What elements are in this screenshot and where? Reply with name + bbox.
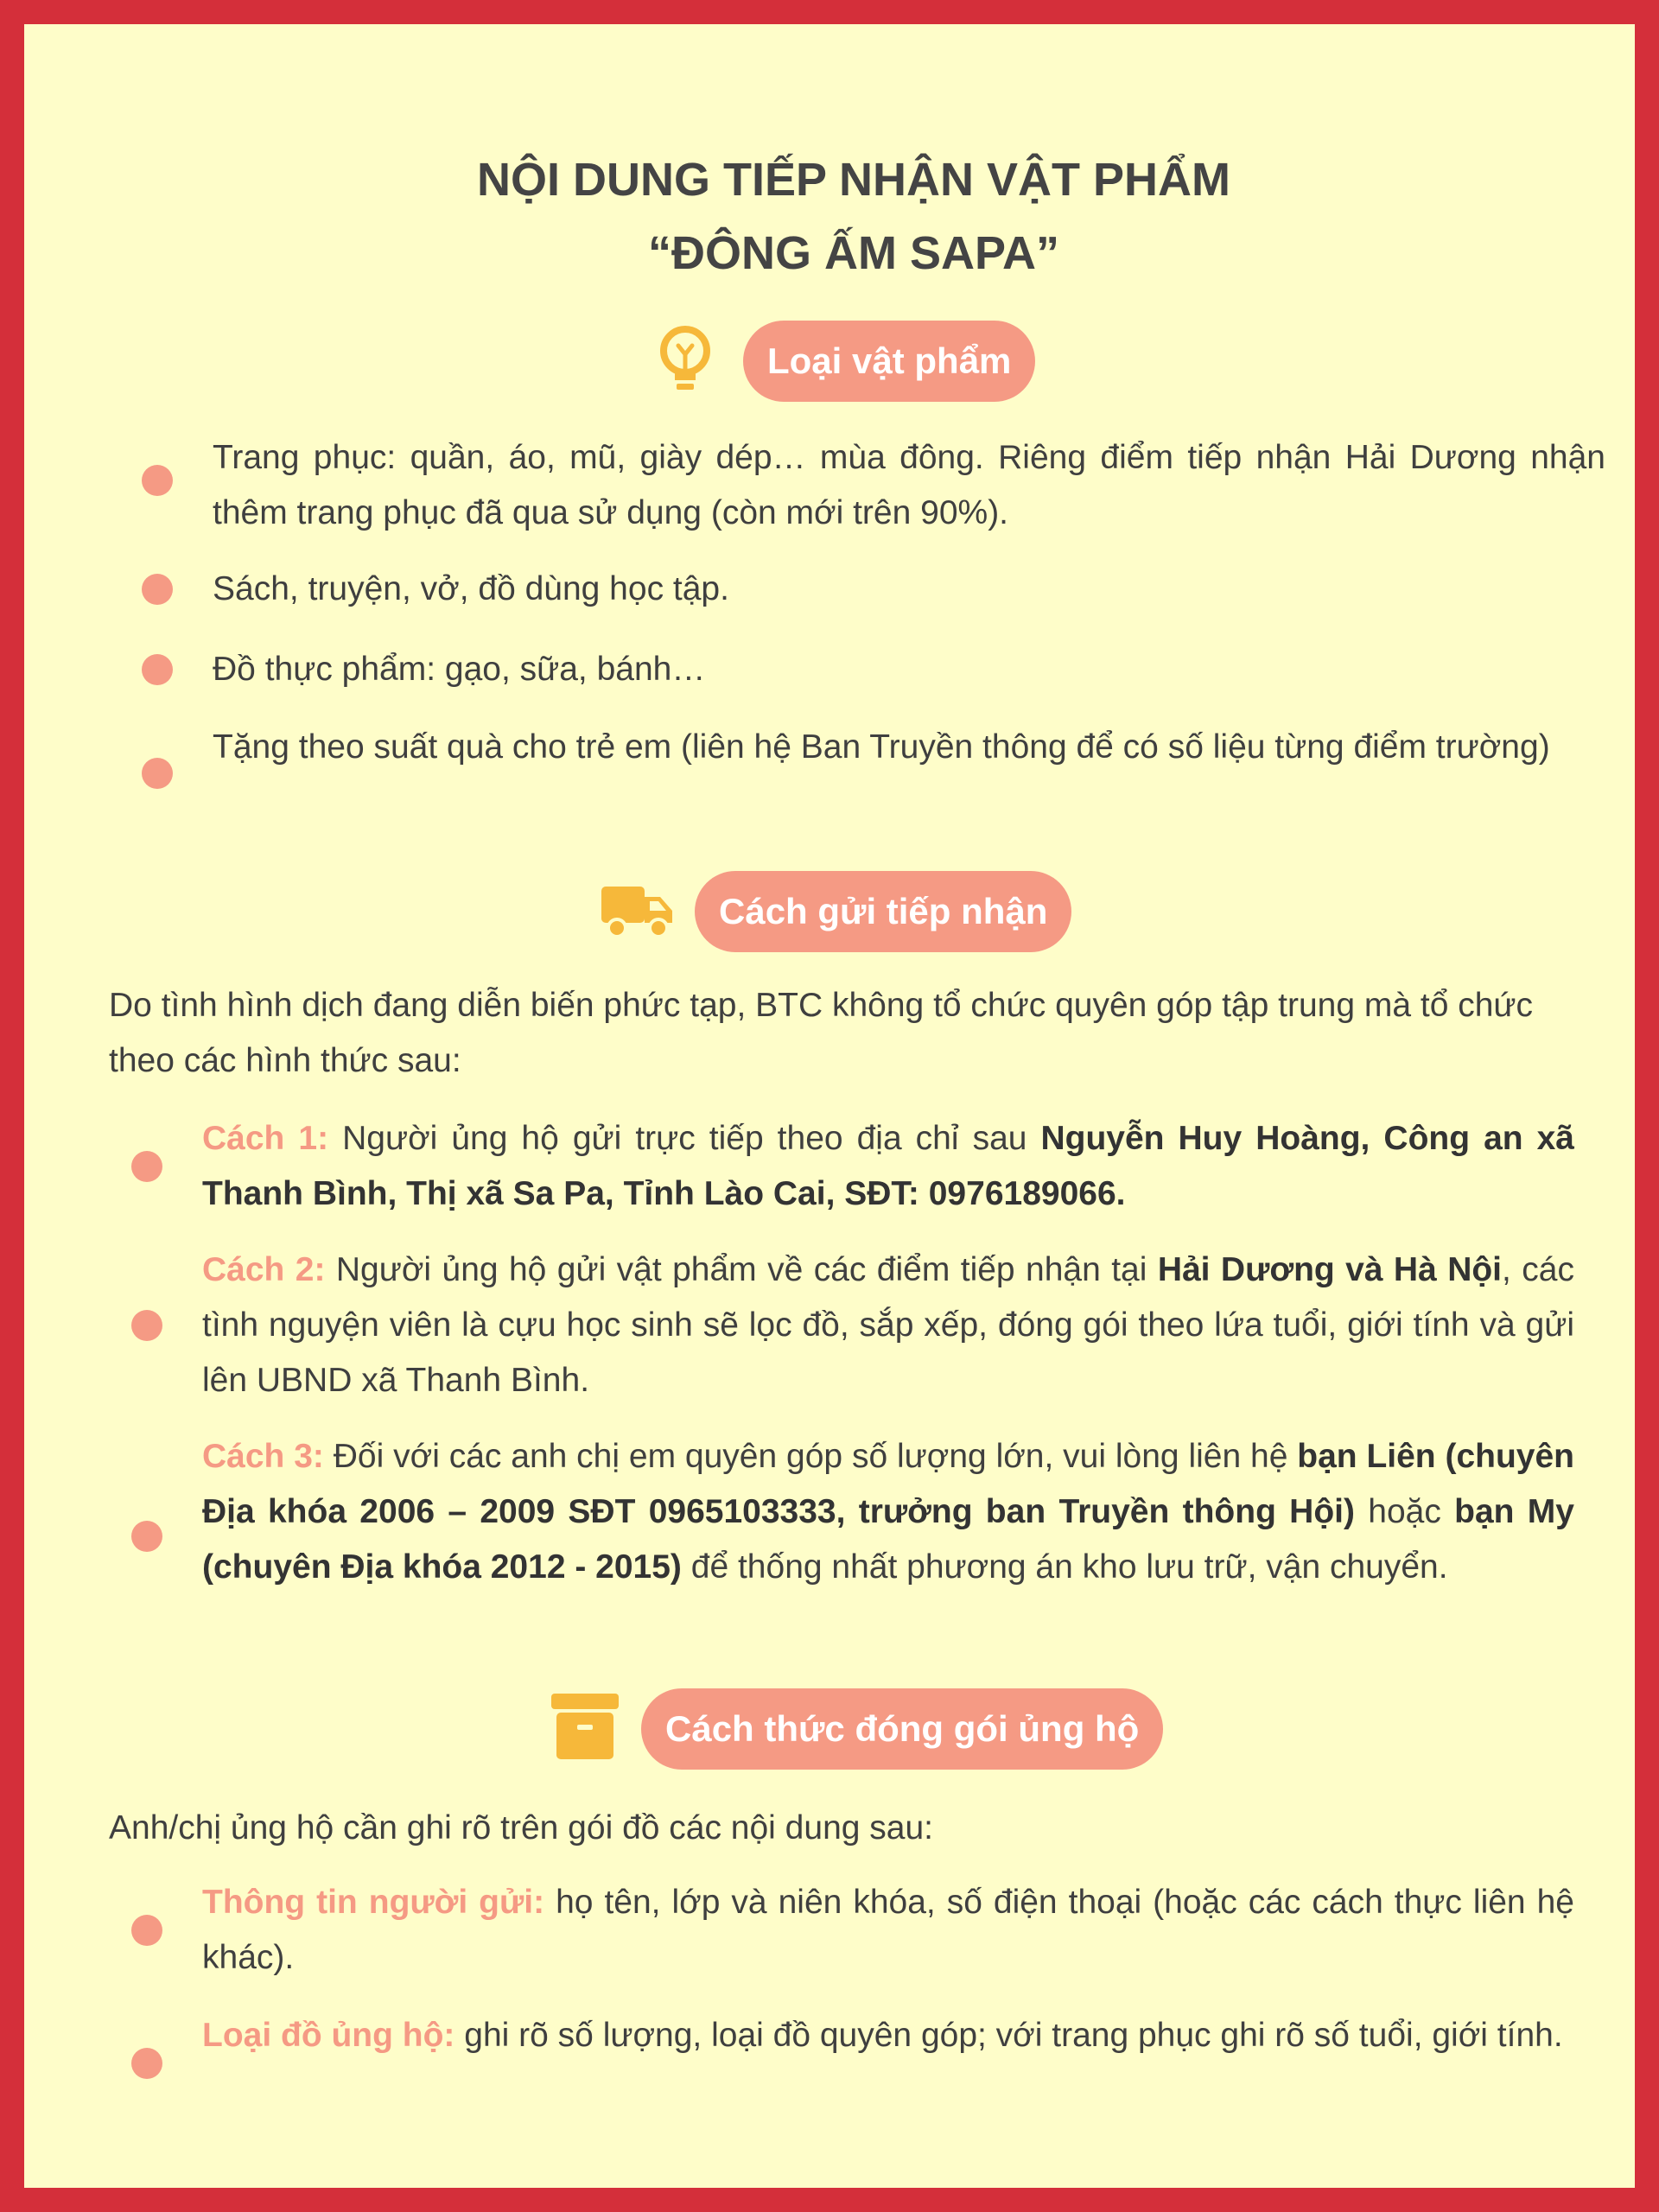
bullet-dot: [131, 1310, 162, 1341]
list-item-text: Tặng theo suất quà cho trẻ em (liên hệ Ban Truyền thông để có số liệu từng điểm trường): [213, 728, 1550, 766]
section-pill-sending: Cách gửi tiếp nhận: [695, 871, 1071, 952]
bullet-dot: [142, 758, 173, 789]
truck-icon: [598, 880, 676, 944]
bullet-dot: [131, 2048, 162, 2079]
section-pill-packing: Cách thức đóng gói ủng hộ: [641, 1688, 1163, 1770]
bullet-dot: [131, 1151, 162, 1182]
page-title: [24, 143, 1659, 290]
section-heading-packing: [546, 1688, 1163, 1770]
title-line-1: NỘI DUNG TIẾP NHẬN VẬT PHẨM: [476, 154, 1231, 206]
sending-intro: Do tình hình dịch đang diễn biến phức tạp, BTC không tổ chức quyên góp tập trung mà tổ chức theo các hình thức sau:: [109, 987, 1534, 1079]
bullet-dot: [131, 1521, 162, 1552]
section-pill-item-types: Loại vật phẩm: [743, 321, 1035, 402]
bullet-dot: [142, 574, 173, 605]
section-heading-item-types: [646, 318, 1035, 404]
way-3-text: Cách 3: Đối với các anh chị em quyên góp số lượng lớn, vui lòng liên hệ bạn Liên (chuyên Địa khóa 2006 – 2009 SĐT 0965103333, trưởng ban Truyền thông Hội) hoặc bạn My (chuyên Địa khóa 2012 - 2015) để thống nhất phương án kho lưu trữ, vận chuyển.: [202, 1438, 1574, 1586]
way-3-contact-my: bạn My (chuyên Địa khóa 2012 - 2015): [202, 1493, 1574, 1586]
way-3-label: Cách 3:: [202, 1438, 324, 1475]
way-1-address: Nguyễn Huy Hoàng, Công an xã Thanh Bình, Thị xã Sa Pa, Tỉnh Lào Cai, SĐT: 0976189066.: [202, 1120, 1574, 1212]
way-1-text: Cách 1: Người ủng hộ gửi trực tiếp theo địa chỉ sau Nguyễn Huy Hoàng, Công an xã Thanh Bình, Thị xã Sa Pa, Tỉnh Lào Cai, SĐT: 0976189066.: [202, 1120, 1574, 1212]
section-heading-sending: [598, 871, 1071, 952]
way-3-contact-lien: bạn Liên (chuyên Địa khóa 2006 – 2009 SĐT 0965103333, trưởng ban Truyền thông Hội): [202, 1438, 1574, 1530]
way-2-label: Cách 2:: [202, 1251, 326, 1288]
bullet-dot: [142, 465, 173, 496]
title-line-2: “ĐÔNG ẤM SAPA”: [647, 227, 1059, 279]
packing-intro: Anh/chị ủng hộ cần ghi rõ trên gói đồ các nội dung sau:: [109, 1809, 933, 1847]
way-2-locations: Hải Dương và Hà Nội: [1157, 1251, 1503, 1288]
way-1-label: Cách 1:: [202, 1120, 329, 1157]
list-item-text: Đồ thực phẩm: gạo, sữa, bánh…: [213, 651, 706, 688]
bullet-dot: [131, 1915, 162, 1946]
list-item-text: Sách, truyện, vở, đồ dùng học tập.: [213, 570, 729, 607]
way-2-text: Cách 2: Người ủng hộ gửi vật phẩm về các điểm tiếp nhận tại Hải Dương và Hà Nội, các tình nguyện viên là cựu học sinh sẽ lọc đồ, sắp xếp, đóng gói theo lứa tuổi, giới tính và gửi lên UBND xã Thanh Bình.: [202, 1251, 1574, 1399]
donation-type-label: Loại đồ ủng hộ:: [202, 2017, 455, 2054]
sender-info-label: Thông tin người gửi:: [202, 1884, 545, 1921]
sender-info-text: Thông tin người gửi: họ tên, lớp và niên khóa, số điện thoại (hoặc các cách thực liên hệ khác).: [202, 1884, 1574, 1976]
lightbulb-icon: [646, 318, 724, 404]
donation-type-text: Loại đồ ủng hộ: ghi rõ số lượng, loại đồ quyên góp; với trang phục ghi rõ số tuổi, giới tính.: [202, 2017, 1563, 2054]
bullet-dot: [142, 654, 173, 685]
archive-box-icon: [546, 1690, 624, 1769]
list-item-text: Trang phục: quần, áo, mũ, giày dép… mùa đông. Riêng điểm tiếp nhận Hải Dương nhận thêm trang phục đã qua sử dụng (còn mới trên 90%).: [213, 439, 1605, 531]
